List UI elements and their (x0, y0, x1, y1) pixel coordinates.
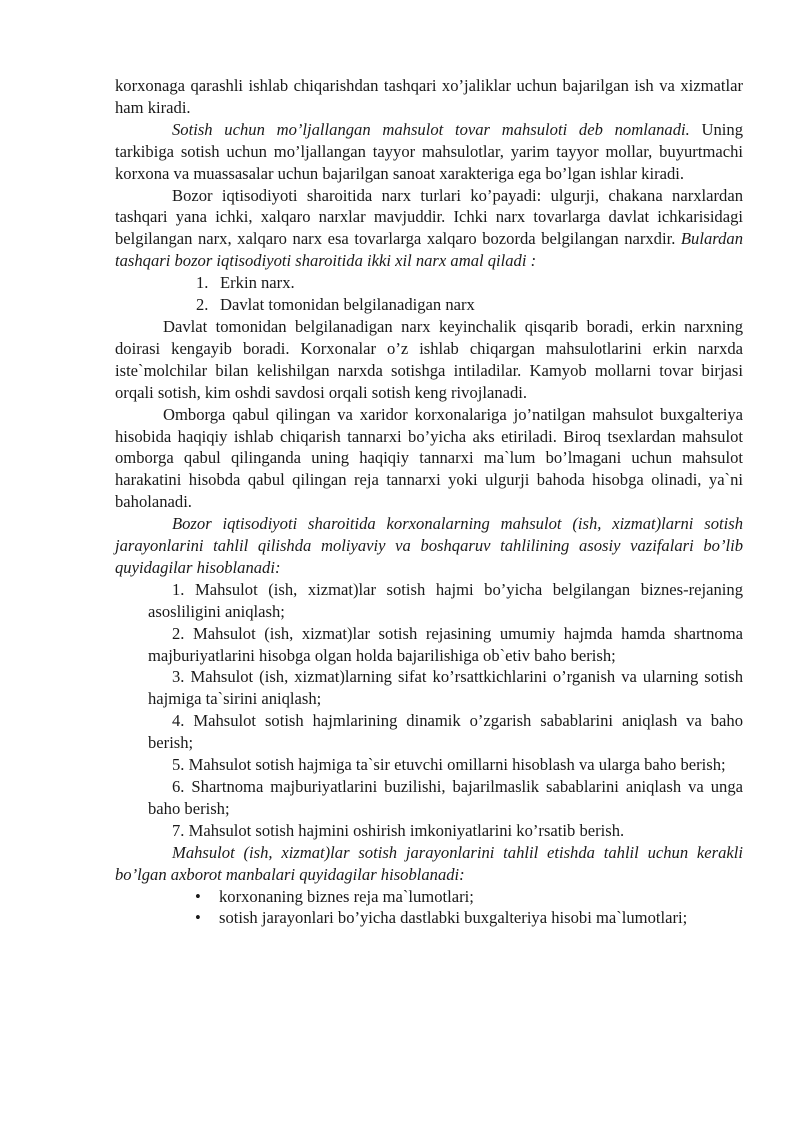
list-number: 1. (196, 273, 209, 293)
narx-text: Bozor iqtisodiyoti sharoitida narx turlari ko’payadi: ulgurji, chakana narxlardan tashqari yana ichki, xalqaro narxlar mavjuddir. Ichki narx tovarlarga davlat ichkarisidagi belgilangan narx, xalqaro narx esa tovarlarga xalqaro bozorda belgilangan narxdir. (115, 185, 743, 249)
list-item: 1. Mahsulot (ish, xizmat)lar sotish hajmi bo’yicha belgilangan biznes-rejaning asosliligini aniqlash; (148, 579, 743, 621)
list-text: Erkin narx. (220, 273, 295, 293)
list-item: 6. Shartnoma majburiyatlarini buzilishi, bajarilmaslik sabablarini aniqlash va unga baho berish; (148, 777, 743, 818)
sources-list (115, 886, 743, 930)
list-item: 3. Mahsulot (ish, xizmat)larning sifat ko’rsattkichlarini o’rganish va ularning sotish hajmiga ta`sirini aniqlash; (148, 667, 743, 709)
document-page (115, 75, 743, 929)
definition-text: Uning tarkibiga sotish uchun mo’ljallangan tayyor mahsulotlar, yarim tayyor mollar, buyurtmachi korxona va muassasalar uchun bajarilgan sanoat xarakteriga ega bo’lgan ishlar kiradi. (115, 119, 743, 183)
definition-italic: Sotish uchun mo’ljallangan mahsulot tovar mahsuloti deb nomlanadi. (172, 119, 690, 139)
list-item: 7. Mahsulot sotish hajmini oshirish imkoniyatlarini ko’rsatib berish. (172, 820, 625, 840)
list-item (196, 272, 743, 294)
paragraph-intro: korxonaga qarashli ishlab chiqarishdan tashqari xo’jaliklar uchun bajarilgan ish va xizmatlar ham kiradi. (115, 76, 743, 117)
list-item: 5. Mahsulot sotish hajmiga ta`sir etuvchi omillarni hisoblash va ularga baho berish; (172, 755, 726, 775)
bullet-icon: • (195, 886, 201, 906)
paragraph-davlat-narx: Davlat tomonidan belgilanadigan narx keyinchalik qisqarib boradi, erkin narxning doirasi kengayib boradi. Korxonalar o’z ishlab chiqargan mahsulotlarini erkin narxda iste`molchilar bilan kelishilgan narxda sotishga intiladilar. Kamyob mollarni tovar birjasi orqali sotish, kim oshdi savdosi orqali sotish keng rivojlanadi. (115, 316, 743, 402)
list-text: korxonaning biznes reja ma`lumotlari; (219, 886, 474, 906)
paragraph-vazifalar-intro: Bozor iqtisodiyoti sharoitida korxonalarning mahsulot (ish, xizmat)larni sotish jarayonlarini tahlil qilishda moliyaviy va boshqaruv tahlilining asosiy vazifalari bo’lib quyidagilar hisoblanadi: (115, 514, 743, 577)
list-text: Davlat tomonidan belgilanadigan narx (220, 295, 475, 315)
list-item (196, 294, 743, 316)
narx-italic: Bulardan tashqari bozor iqtisodiyoti sharoitida ikki xil narx amal qiladi : (115, 229, 743, 271)
list-item (195, 907, 743, 929)
list-item: 2. Mahsulot (ish, xizmat)lar sotish rejasining umumiy hajmda hamda shartnoma majburiyatlarini hisobga olgan holda bajarilishiga ob`etiv baho berish; (148, 623, 743, 665)
list-item: 4. Mahsulot sotish hajmlarining dinamik o’zgarish sabablarini aniqlash va baho berish; (148, 711, 743, 753)
list-text: sotish jarayonlari bo’yicha dastlabki buxgalteriya hisobi ma`lumotlari; (219, 908, 688, 928)
paragraph-axborot-manbalari: Mahsulot (ish, xizmat)lar sotish jarayonlarini tahlil etishda tahlil uchun kerakli bo’lgan axborot manbalari quyidagilar hisoblanadi: (115, 842, 743, 884)
paragraph-ombor: Omborga qabul qilingan va xaridor korxonalariga jo’natilgan mahsulot buxgalteriya hisobida haqiqiy ishlab chiqarish tannarxi bo’yicha aks etiriladi. Biroq tsexlardan mahsulot omborga qabul qilinganda uning haqiqiy tannarxi ma`lum bo’lmagani uchun mahsulot harakatini hisobda qabul qilingan reja tannarxi yoki ulgurji bahoda hisobga olinadi, ya`ni baholanadi. (115, 404, 743, 512)
price-types-list (115, 272, 743, 316)
paragraph-narx-turlari (115, 185, 743, 273)
bullet-icon: • (195, 908, 201, 928)
paragraph-tovar-mahsuloti (115, 119, 743, 185)
list-number: 2. (196, 295, 209, 315)
tasks-list (115, 579, 743, 842)
list-item (195, 886, 743, 908)
